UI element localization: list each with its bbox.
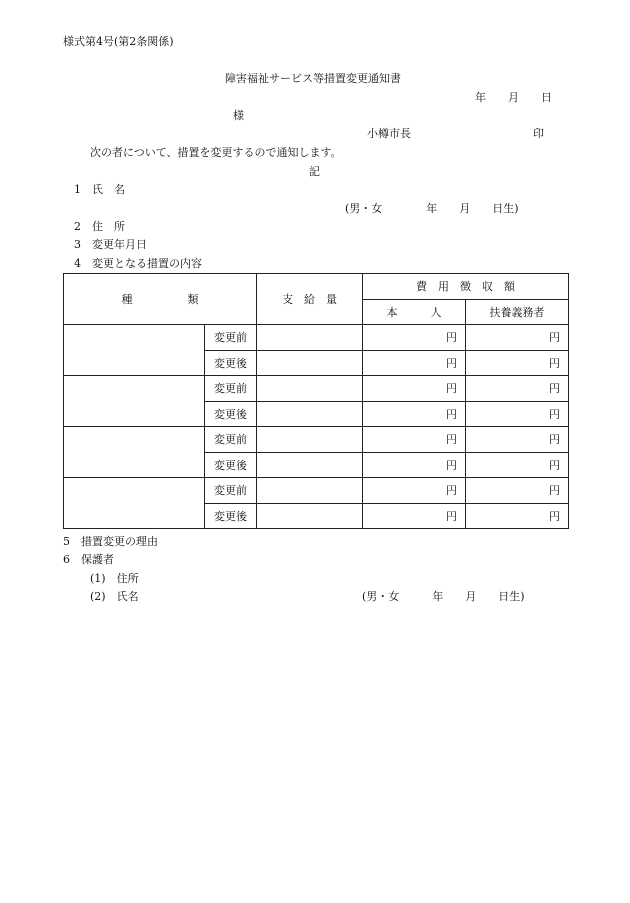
guardian-gender-birth: (男・女 年 月 日生) — [362, 590, 525, 603]
supply-cell[interactable] — [257, 376, 363, 402]
table-row — [64, 376, 569, 402]
before-label: 変更前 — [205, 376, 257, 402]
supporter-yen: 円 — [466, 325, 569, 351]
after-label: 変更後 — [205, 503, 257, 529]
addressee-suffix: 様 — [233, 109, 244, 122]
person-yen: 円 — [363, 427, 466, 453]
form-number: 様式第4号(第2条関係) — [63, 35, 174, 48]
supply-cell[interactable] — [257, 427, 363, 453]
change-date-label: 3 変更年月日 — [74, 238, 147, 251]
address-label: 2 住 所 — [74, 220, 125, 233]
person-yen: 円 — [363, 350, 466, 376]
name-label: 1 氏 名 — [74, 183, 125, 196]
content-label: 4 変更となる措置の内容 — [74, 257, 202, 270]
supporter-yen: 円 — [466, 452, 569, 478]
person-yen: 円 — [363, 503, 466, 529]
ki-heading: 記 — [309, 165, 320, 178]
before-label: 変更前 — [205, 325, 257, 351]
header-cost: 費 用 徴 収 額 — [363, 274, 569, 300]
before-label: 変更前 — [205, 427, 257, 453]
issuer: 小樽市長 — [367, 127, 411, 140]
guardian-name: (2) 氏名 — [90, 590, 139, 603]
after-label: 変更後 — [205, 401, 257, 427]
supply-cell[interactable] — [257, 325, 363, 351]
type-cell[interactable] — [64, 427, 205, 478]
supporter-yen: 円 — [466, 350, 569, 376]
person-yen: 円 — [363, 325, 466, 351]
supply-cell[interactable] — [257, 452, 363, 478]
after-label: 変更後 — [205, 452, 257, 478]
type-cell[interactable] — [64, 325, 205, 376]
supply-cell[interactable] — [257, 478, 363, 504]
person-yen: 円 — [363, 452, 466, 478]
supply-cell[interactable] — [257, 350, 363, 376]
seal-mark: 印 — [533, 127, 544, 140]
document-title: 障害福祉サービス等措置変更通知書 — [225, 72, 401, 85]
supporter-yen: 円 — [466, 401, 569, 427]
header-type: 種 類 — [64, 274, 257, 325]
supporter-yen: 円 — [466, 478, 569, 504]
person-yen: 円 — [363, 401, 466, 427]
supply-cell[interactable] — [257, 401, 363, 427]
table-row — [64, 478, 569, 504]
person-yen: 円 — [363, 376, 466, 402]
header-supply: 支 給 量 — [257, 274, 363, 325]
change-table — [63, 273, 569, 529]
type-cell[interactable] — [64, 376, 205, 427]
supporter-yen: 円 — [466, 376, 569, 402]
supporter-yen: 円 — [466, 503, 569, 529]
type-cell[interactable] — [64, 478, 205, 529]
guardian-label: 6 保護者 — [63, 553, 114, 566]
header-person: 本 人 — [363, 299, 466, 325]
header-supporter: 扶養義務者 — [466, 299, 569, 325]
guardian-address: (1) 住所 — [90, 572, 139, 585]
date-line: 年 月 日 — [475, 91, 552, 104]
table-row — [64, 325, 569, 351]
supply-cell[interactable] — [257, 503, 363, 529]
gender-birth: (男・女 年 月 日生) — [345, 202, 519, 215]
table-row — [64, 427, 569, 453]
person-yen: 円 — [363, 478, 466, 504]
reason-label: 5 措置変更の理由 — [63, 535, 158, 548]
after-label: 変更後 — [205, 350, 257, 376]
before-label: 変更前 — [205, 478, 257, 504]
intro-text: 次の者について、措置を変更するので通知します。 — [90, 146, 342, 159]
supporter-yen: 円 — [466, 427, 569, 453]
